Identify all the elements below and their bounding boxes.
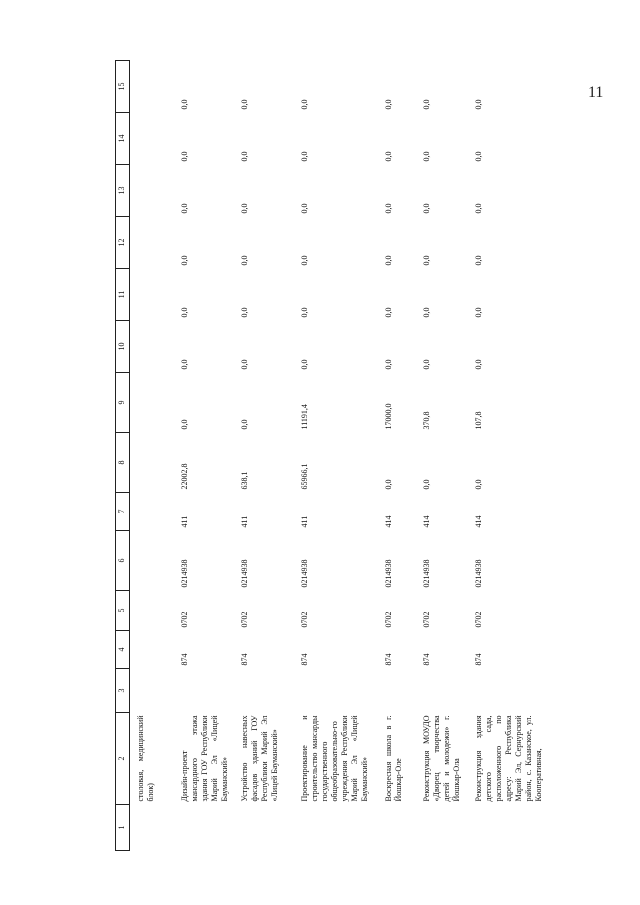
table-cell: 0702 xyxy=(299,611,309,628)
page-number: 11 xyxy=(588,84,604,101)
header-cell: 11 xyxy=(116,269,130,321)
table-cell: 0,0 xyxy=(179,419,189,430)
table-cell: 0214938 xyxy=(239,559,249,588)
table-cell: 0,0 xyxy=(239,359,249,370)
table-cell: 0,0 xyxy=(473,479,483,490)
table-cell: 0,0 xyxy=(473,255,483,266)
table-cell xyxy=(130,493,174,531)
table-cell: 0,0 xyxy=(421,151,431,162)
table-cell: 0,0 xyxy=(239,203,249,214)
table-cell xyxy=(130,269,174,321)
table-cell xyxy=(130,805,174,851)
table-cell: 0,0 xyxy=(421,479,431,490)
table-cell xyxy=(130,373,174,433)
table-cell: 0,0 xyxy=(473,151,483,162)
table-cell: 11191,4 xyxy=(299,404,309,430)
header-cell: 15 xyxy=(116,61,130,113)
table-cell: 411 xyxy=(179,515,189,528)
table-cell xyxy=(130,669,174,713)
table-cell: 0,0 xyxy=(299,99,309,110)
table-cell: 414 xyxy=(383,515,393,528)
table-cell: 0,0 xyxy=(383,99,393,110)
table-cell xyxy=(130,321,174,373)
header-row xyxy=(116,61,130,851)
table-cell: 0702 xyxy=(421,611,431,628)
table-cell xyxy=(294,805,378,851)
table-cell: столовая, медицинский блок) xyxy=(136,715,155,802)
table-cell: 874 xyxy=(473,653,483,666)
table-cell xyxy=(130,591,174,631)
table-cell: 638,1 xyxy=(239,471,249,490)
table-cell: 0,0 xyxy=(383,151,393,162)
table-cell: 370,8 xyxy=(421,411,431,430)
table-cell: 0,0 xyxy=(179,151,189,162)
table-cell: 414 xyxy=(421,515,431,528)
rotated-table-container xyxy=(115,61,543,851)
table-cell xyxy=(174,669,234,713)
table-cell: 0,0 xyxy=(421,307,431,318)
table-cell: 0,0 xyxy=(473,203,483,214)
table-cell: 0,0 xyxy=(179,99,189,110)
table-cell xyxy=(294,669,378,713)
table-cell: Реконструкция здания детского сада, расположенного по адресу: Республика Марий Эл, Сернурский район, с. Казанское, ул. Кооперативная, xyxy=(473,715,543,802)
header-cell: 7 xyxy=(116,493,130,531)
header-cell: 3 xyxy=(116,669,130,713)
table-cell: 0,0 xyxy=(299,359,309,370)
table-cell: 874 xyxy=(421,653,431,666)
table-row xyxy=(294,61,378,851)
table-cell: 874 xyxy=(239,653,249,666)
header-cell: 6 xyxy=(116,531,130,591)
table-cell: Проектирование и строительство мансарды государственного общеобразовательно-го учреждения Республики Марий Эл «Лицей Бауманский» xyxy=(299,715,369,802)
table-cell: 0,0 xyxy=(239,99,249,110)
table-cell: 0,0 xyxy=(179,255,189,266)
table-cell: 0,0 xyxy=(299,203,309,214)
table-cell xyxy=(234,805,294,851)
table-cell: 107,8 xyxy=(473,411,483,430)
table-cell xyxy=(130,531,174,591)
table-row xyxy=(234,61,294,851)
header-cell: 9 xyxy=(116,373,130,433)
table-cell: 0,0 xyxy=(421,99,431,110)
table-cell xyxy=(130,631,174,669)
table-cell: 0,0 xyxy=(299,151,309,162)
table-cell: Воскресная школа в г. Йошкар-Оле xyxy=(383,715,403,802)
table-cell: 874 xyxy=(299,653,309,666)
table-row xyxy=(130,61,174,851)
table-cell: 0,0 xyxy=(239,419,249,430)
header-cell: 1 xyxy=(116,805,130,851)
table-cell: 0,0 xyxy=(299,255,309,266)
header-cell: 10 xyxy=(116,321,130,373)
table-cell xyxy=(416,805,468,851)
header-cell: 5 xyxy=(116,591,130,631)
table-cell xyxy=(130,217,174,269)
table-cell xyxy=(174,805,234,851)
table-cell: 411 xyxy=(299,515,309,528)
table-cell: 0702 xyxy=(383,611,393,628)
header-cell: 2 xyxy=(116,713,130,805)
table-cell: 0,0 xyxy=(473,359,483,370)
table-cell: 874 xyxy=(179,653,189,666)
table-row xyxy=(468,61,545,851)
table-cell: 874 xyxy=(383,653,393,666)
table-row xyxy=(378,61,416,851)
table-cell: 0214938 xyxy=(421,559,431,588)
table-cell xyxy=(378,805,416,851)
table-cell: 17000,0 xyxy=(383,403,393,430)
table-cell xyxy=(130,113,174,165)
table-cell: 0,0 xyxy=(383,479,393,490)
table-cell xyxy=(130,61,174,113)
table-cell: Устройство навесных фасадов зданий ГОУ Республики Марий Эл «Лицей Бауманский» xyxy=(239,715,279,802)
table-cell xyxy=(130,433,174,493)
table-cell: 0,0 xyxy=(179,203,189,214)
table-cell: 65966,1 xyxy=(299,463,309,490)
table-cell: 0,0 xyxy=(421,203,431,214)
table-cell: 0214938 xyxy=(299,559,309,588)
table-cell: 0214938 xyxy=(383,559,393,588)
header-cell: 13 xyxy=(116,165,130,217)
table-cell: 0,0 xyxy=(473,99,483,110)
header-cell: 8 xyxy=(116,433,130,493)
budget-table xyxy=(115,60,545,851)
table-cell: Дизайн-проект мансардного этажа здания ГОУ Республики Марий Эл «Лицей Бауманский» xyxy=(179,715,229,802)
table-cell: 0,0 xyxy=(179,307,189,318)
table-cell: 0,0 xyxy=(239,307,249,318)
table-cell xyxy=(416,669,468,713)
table-cell: 0,0 xyxy=(299,307,309,318)
table-cell: 22002,8 xyxy=(179,463,189,490)
table-cell xyxy=(378,669,416,713)
table-cell: 0,0 xyxy=(421,255,431,266)
header-cell: 4 xyxy=(116,631,130,669)
table-cell xyxy=(468,669,545,713)
table-cell xyxy=(468,805,545,851)
table-cell: 0702 xyxy=(239,611,249,628)
header-cell: 14 xyxy=(116,113,130,165)
table-cell: 0,0 xyxy=(239,151,249,162)
table-cell: 411 xyxy=(239,515,249,528)
table-cell: 0,0 xyxy=(473,307,483,318)
table-cell: 0214938 xyxy=(179,559,189,588)
table-cell: 0702 xyxy=(473,611,483,628)
table-cell: 0702 xyxy=(179,611,189,628)
table-cell: 0,0 xyxy=(179,359,189,370)
table-cell: 0,0 xyxy=(239,255,249,266)
table-row xyxy=(416,61,468,851)
table-cell xyxy=(130,165,174,217)
table-cell: 0,0 xyxy=(383,359,393,370)
header-cell: 12 xyxy=(116,217,130,269)
table-row xyxy=(174,61,234,851)
table-cell: 0,0 xyxy=(383,203,393,214)
table-cell: 414 xyxy=(473,515,483,528)
table-cell: 0,0 xyxy=(421,359,431,370)
table-cell: 0,0 xyxy=(383,255,393,266)
table-cell xyxy=(234,669,294,713)
table-cell: 0,0 xyxy=(383,307,393,318)
table-cell: Реконструкция МОУДО «Дворец творчества детей и молодежи» г. Йошкар-Ола xyxy=(421,715,461,802)
table-cell: 0214938 xyxy=(473,559,483,588)
